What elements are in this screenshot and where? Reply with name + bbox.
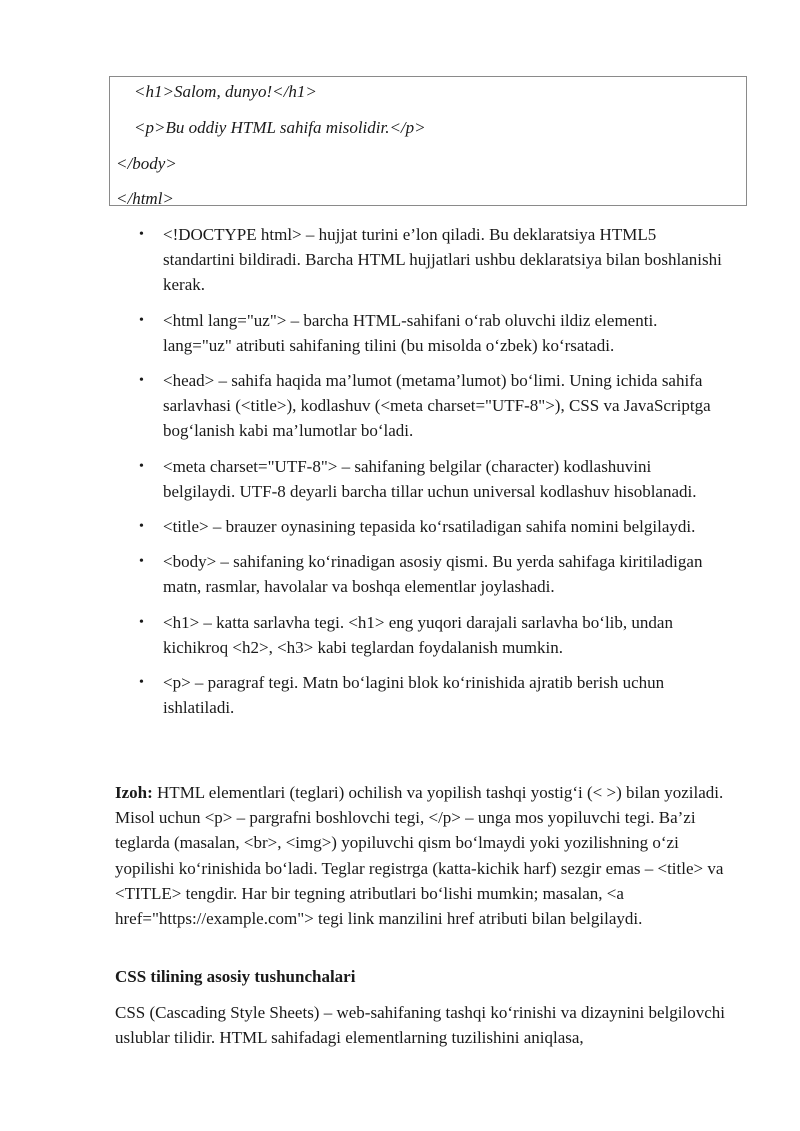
note-text: HTML elementlari (teglari) ochilish va yopilish tashqi yostig‘i (< >) bilan yoziladi. Misol uchun <p> – pargrafni boshlovchi tegi, </p> – unga mos yopiluvchi tegi. Ba’zi teglarda (masalan, <br>, <img>) yopiluvchi qism bo‘lmaydi yoki yozilishning o‘zi yopilishi ko‘rinishida bo‘ladi. Teglar registrga (katta-kichik harf) sezgir emas – <title> va <TITLE> tengdir. Har bir tegning atributlari bo‘lishi mumkin; masalan, <a href="https://example.com"> tegi link manzilini href atributi bilan belgilaydi.: [115, 783, 724, 929]
section-heading: CSS tilining asosiy tushunchalari: [115, 967, 356, 986]
bullet-dot-icon: •: [139, 675, 144, 691]
code-block: [109, 76, 747, 206]
list-item-text: <meta charset="UTF-8"> – sahifaning belgilar (character) kodlashuvini belgilaydi. UTF-8 deyarli barcha tillar uchun universal kodlashuv hisoblanadi.: [163, 456, 697, 501]
bullet-dot-icon: •: [139, 614, 144, 630]
list-item-text: <h1> – katta sarlavha tegi. <h1> eng yuqori darajali sarlavha bo‘lib, undan kichikroq <h2>, <h3> kabi teglardan foydalanish mumkin.: [163, 612, 673, 657]
list-item: [139, 308, 723, 358]
list-item-text: <html lang="uz"> – barcha HTML-sahifani o‘rab oluvchi ildiz elementi. lang="uz" atributi sahifaning tilini (bu misolda o‘zbek) ko‘rsatadi.: [163, 310, 658, 355]
bullet-dot-icon: •: [139, 312, 144, 328]
bullet-dot-icon: •: [139, 458, 144, 474]
list-item-text: <head> – sahifa haqida ma’lumot (metama’lumot) bo‘limi. Uning ichida sahifa sarlavhasi (<title>), kodlashuv (<meta charset="UTF-8">), CSS va JavaScriptga bog‘lanish kabi ma’lumotlar bo‘ladi.: [163, 371, 711, 441]
list-item: [139, 368, 723, 444]
code-line: <h1>Salom, dunyo!</h1>: [134, 82, 317, 101]
list-item: [139, 454, 723, 504]
code-line: </body>: [116, 154, 177, 173]
note-label: Izoh:: [115, 783, 153, 802]
list-item-text: <body> – sahifaning ko‘rinadigan asosiy qismi. Bu yerda sahifaga kiritiladigan matn, rasmlar, havolalar va boshqa elementlar joylashadi.: [163, 552, 703, 597]
list-item: [139, 514, 723, 539]
code-line: <p>Bu oddiy HTML sahifa misolidir.</p>: [134, 118, 426, 137]
list-item-text: <p> – paragraf tegi. Matn bo‘lagini blok ko‘rinishida ajratib berish uchun ishlatiladi.: [163, 673, 665, 718]
bullet-dot-icon: •: [139, 554, 144, 570]
list-item: [139, 670, 723, 720]
list-item: [139, 610, 723, 660]
list-item: [139, 549, 723, 599]
code-line: </html>: [116, 189, 174, 208]
list-item-text: <!DOCTYPE html> – hujjat turini e’lon qiladi. Bu deklaratsiya HTML5 standartini bildiradi. Barcha HTML hujjatlari ushbu deklaratsiya bilan boshlanishi kerak.: [163, 225, 722, 295]
bullet-list: [0, 222, 800, 730]
body-paragraph: CSS (Cascading Style Sheets) – web-sahifaning tashqi ko‘rinishi va dizaynini belgilovchi uslublar tilidir. HTML sahifadagi elementlarning tuzilishini aniqlasa,: [115, 1003, 726, 1048]
note-paragraph: [115, 780, 740, 931]
list-item-text: <title> – brauzer oynasining tepasida ko‘rsatiladigan sahifa nomini belgilaydi.: [163, 517, 696, 537]
bullet-dot-icon: •: [139, 227, 144, 242]
bullet-dot-icon: •: [139, 519, 144, 535]
list-item: [139, 222, 723, 298]
bullet-dot-icon: •: [139, 373, 144, 389]
